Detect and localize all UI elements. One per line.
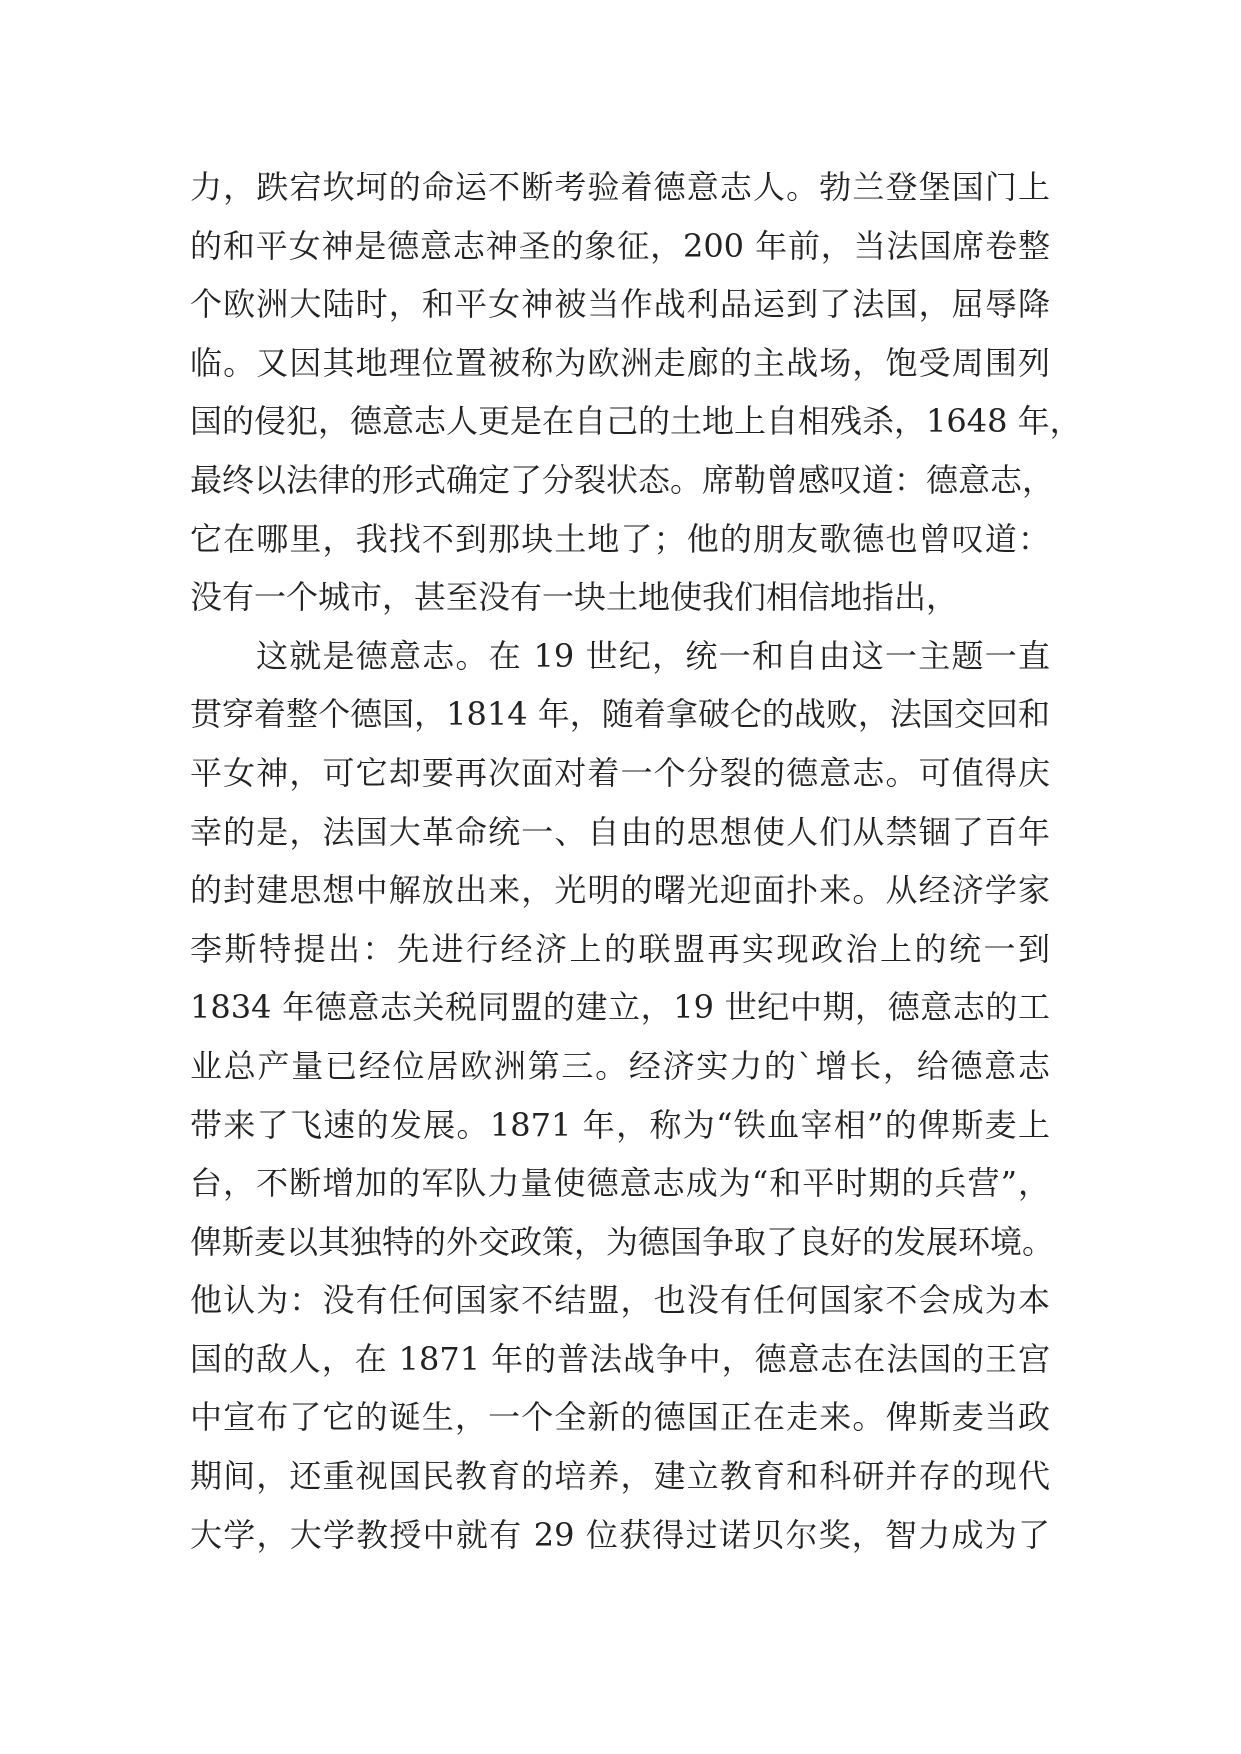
text-line: 没有一个城市，甚至没有一块土地使我们相信地指出， [190,578,959,617]
text-line: 平女神，可它却要再次面对着一个分裂的德意志。可值得庆 [190,753,1050,792]
paragraph-1 [190,158,1082,627]
text-line: 他认为：没有任何国家不结盟，也没有任何国家不会成为本 [190,1281,1050,1320]
text-line: 力，跌宕坎坷的命运不断考验着德意志人。勃兰登堡国门上 [190,168,1050,206]
text-line: 这就是德意志。在 19 世纪，统一和自由这一主题一直 [256,636,1050,675]
text-line: 带来了飞速的发展。1871 年，称为“铁血宰相”的俾斯麦上 [190,1105,1050,1144]
text-line: 贯穿着整个德国，1814 年，随着拿破仑的战败，法国交回和 [190,695,1050,734]
text-line: 的和平女神是德意志神圣的象征，200 年前，当法国席卷整 [190,226,1050,265]
text-line: 业总产量已经位居欧洲第三。经济实力的`增长，给德意志 [190,1046,1050,1085]
text-line: 临。又因其地理位置被称为欧洲走廊的主战场，饱受周围列 [190,343,1050,382]
text-line: 国的敌人，在 1871 年的普法战争中，德意志在法国的王宫 [190,1339,1050,1378]
text-line: 李斯特提出：先进行经济上的联盟再实现政治上的统一到 [190,929,1050,968]
paragraph-2 [190,627,1055,1565]
text-line: 的封建思想中解放出来，光明的曙光迎面扑来。从经济学家 [190,871,1050,910]
text-line: 最终以法律的形式确定了分裂状态。席勒曾感叹道：德意志， [190,460,1055,499]
text-line: 幸的是，法国大革命统一、自由的思想使人们从禁锢了百年 [190,812,1050,851]
body-text [190,158,1082,1564]
text-line: 个欧洲大陆时，和平女神被当作战利品运到了法国，屈辱降 [190,285,1050,324]
text-line: 它在哪里，我找不到那块土地了；他的朋友歌德也曾叹道： [190,519,1050,558]
text-line: 俾斯麦以其独特的外交政策，为德国争取了良好的发展环境。 [190,1222,1055,1261]
text-line: 1834 年德意志关税同盟的建立，19 世纪中期，德意志的工 [190,988,1050,1027]
text-line: 台，不断增加的军队力量使德意志成为“和平时期的兵营”， [190,1164,1050,1203]
text-line: 大学，大学教授中就有 29 位获得过诺贝尔奖，智力成为了 [190,1515,1050,1554]
text-line: 期间，还重视国民教育的培养，建立教育和科研并存的现代 [190,1457,1050,1496]
text-line: 国的侵犯，德意志人更是在自己的土地上自相残杀，1648 年， [190,402,1082,441]
text-line: 中宣布了它的诞生，一个全新的德国正在走来。俾斯麦当政 [190,1398,1050,1437]
